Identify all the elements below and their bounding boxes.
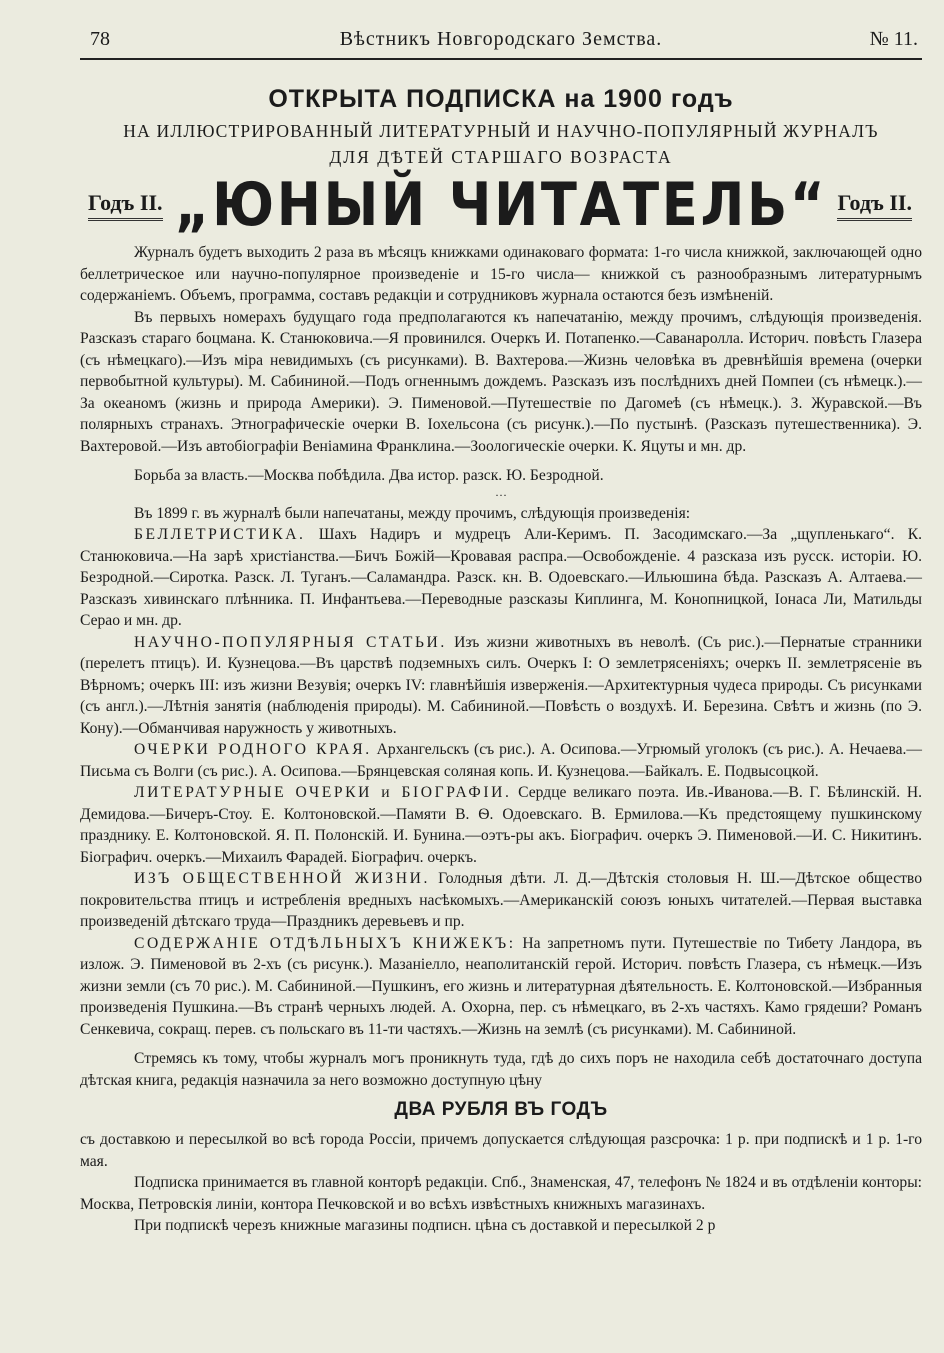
year-label-left: Годъ II. [88,190,163,221]
journal-title: Вѣстникъ Новгородскаго Земства. [339,28,663,50]
section-text: Голодныя дѣти. Л. Д.—Дѣтскія столовыя Н. Ш.—Дѣтское общество покровительства птицъ и истребленія вредныхъ насѣкомыхъ.—Американскій союзъ юныхъ читателей.—Первая выставка произведеній дѣтскаго труда—Праздникъ деревьевъ и пр. [80,870,922,930]
paragraph-1899: Въ 1899 г. въ журналѣ были напечатаны, между прочимъ, слѣдующія произведенія: [134,504,691,522]
section-heading: ОЧЕРКИ РОДНОГО КРАЯ. [134,741,372,758]
section-heading: БЕЛЛЕТРИСТИКА. [134,526,306,543]
section-fiction [80,524,922,632]
section-text: На запретномъ пути. Путешествіе по Тибету Ландора, въ излож. Э. Пименовой въ 2-хъ (съ рисунк.). Мазаніелло, неаполитанскій герой. Историч. повѣсть Глазера, съ нѣмецк.—Изъ жизни земли (съ 70 рис.). М. Сабининой.—Пушкинъ, его жизнь и литературная дѣятельность. Е. Колтоновской.—Избранныя произведенія Пушкина.—Въ странѣ черныхъ людей. А. Охорна, пер. съ нѣмецкаго, въ 2-хъ частяхъ. Камо грядеши? Романъ Сенкевича, сокращ. перев. съ польскаго въ 11-ти частяхъ.—Жизнь на землѣ (съ рисунками). М. Сабининой. [80,934,922,1038]
ad-audience: ДЛЯ ДѢТЕЙ СТАРШАГО ВОЗРАСТА [329,147,673,167]
section-science [80,632,922,740]
journal-name: „ЮНЫЙ ЧИТАТЕЛЬ“ [174,170,828,240]
ad-headline: ОТКРЫТА ПОДПИСКА на 1900 годъ [268,85,734,113]
title-row [80,172,922,242]
paragraph-bookstores: При подпискѣ черезъ книжные магазины подписн. цѣна съ доставкой и пересылкой 2 р [134,1217,716,1234]
paragraph-subscription-office: Подписка принимается въ главной конторѣ редакціи. Спб., Знаменская, 47, телефонъ № 1824 и въ отдѣленіи конторы: Москва, Петровскія линіи, контора Печковской и во всѣхъ извѣстныхъ книжныхъ магазинахъ. [80,1174,922,1213]
running-header [80,22,922,56]
ad-body [80,242,922,1237]
paragraph-price-intro: Стремясь къ тому, чтобы журналъ могъ проникнуть туда, гдѣ до сихъ поръ не находила себѣ достаточнаго доступа дѣтская книга, редакція назначила за него возможно доступную цѣну [80,1050,922,1089]
section-native-land [80,739,922,782]
price-heading: ДВА РУБЛЯ ВЪ ГОДЪ [394,1099,608,1120]
section-public-life [80,868,922,933]
section-heading: ЛИТЕРАТУРНЫЕ ОЧЕРКИ и БІОГРАФІИ. [134,784,512,801]
section-text: Изъ жизни животныхъ въ неволѣ. (Съ рис.).—Пернатые странники (перелетъ птицъ). И. Кузнецова.—Въ царствѣ подземныхъ силъ. Очеркъ I: О землетрясеніяхъ; очеркъ II. землетрясеніе въ Вѣрномъ; очеркъ III: изъ жизни Везувія; очеркъ IV: главнѣйшія изверженія.—Архитектурныя чудеса природы. Съ рисунками (съ англ.).—Лѣтнія занятія (наблюденія природы). М. Сабининой.—Повѣсть о воздухѣ. И. Березина. Свѣтъ и жизнь (по Э. Кону).—Обманчивая наружность у животныхъ. [80,633,922,737]
paragraph-intro: Журналъ будетъ выходить 2 раза въ мѣсяцъ книжками одинаковаго формата: 1-го числа книжкой, заключающей одно беллетрическое или научно-популярное произведеніе и 15-го числа— книжкой съ разнообразнымъ литературнымъ содержаніемъ. Объемъ, программа, составъ редакціи и сотрудниковъ журнала остаются безъ измѣненій. [80,244,922,304]
issue-number: № 11. [869,28,918,50]
section-separate-books [80,933,922,1041]
paragraph-planned: Въ первыхъ номерахъ будущаго года предполагаются къ напечатанію, между прочимъ, слѣдующія произведенія. Разсказъ стараго боцмана. К. Станюковича.—Я провинился. Очеркъ И. Потапенко.—Саванаролла. Историч. повѣсть Глазера (съ нѣмецкаго).—Изъ міра невидимыхъ (съ рисунками). В. Вахтерова.—Жизнь человѣка въ древнѣйшія времена (очерки первобытной культуры). М. Сабининой.—Подъ огненнымъ дождемъ. Разсказъ изъ послѣднихъ дней Помпеи (съ нѣмецк.).—За океаномъ (жизнь и природа Америки). Э. Пименовой.—Путешествіе по Дагомеѣ (съ нѣмецк.). З. Журавской.—Въ полярныхъ странахъ. Этнографическіе очерки В. Іохельсона (съ рисунк.).—По пустынѣ. (Разсказъ путешественника). Э. Вахтеровой.—Изъ автобіографіи Веніамина Франклина.—Зоологическіе очерки. К. Яцуты и мн. др. [80,308,922,455]
section-heading: НАУЧНО-ПОПУЛЯРНЫЯ СТАТЬИ. [134,633,447,651]
paragraph-planned-extra: Борьба за власть.—Москва побѣдила. Два истор. разск. Ю. Безродной. [134,467,604,484]
section-text: Сердце великаго поэта. Ив.-Иванова.—В. Г. Бѣлинскій. Н. Демидова.—Бичеръ-Стоу. Е. Колтоновской.—Памяти В. Ѳ. Одоевскаго. В. Ермилова.—Къ предстоящему пушкинскому празднику. Е. Колтоновской. Я. П. Полонскій. И. Бунина.—оэтъ-ры акъ. Біографич. очеркъ Э. Пименовой.—И. С. Никитинъ. Біографич. очеркъ.—Михаилъ Фарадей. Біографич. очеркъ. [80,784,922,866]
section-heading: ИЗЪ ОБЩЕСТВЕННОЙ ЖИЗНИ. [134,870,430,887]
year-label-right: Годъ II. [837,190,912,221]
ad-subheadline: НА ИЛЛЮСТРИРОВАННЫЙ ЛИТЕРАТУРНЫЙ И НАУЧНО-ПОПУЛЯРНЫЙ ЖУРНАЛЪ [123,121,879,141]
section-text: Архангельскъ (съ рис.). А. Осипова.—Угрюмый уголокъ (съ рис.). А. Нечаева.—Письма съ Волги (съ рис.). А. Осипова.—Брянцевская соляная копь. И. Кузнецова.—Байкалъ. Е. Подвысоцкой. [80,741,923,780]
advertisement [80,82,922,1237]
page-number: 78 [90,28,110,50]
section-heading: СОДЕРЖАНІЕ ОТДѢЛЬНЫХЪ КНИЖЕКЪ: [134,934,516,952]
header-rule [80,58,922,60]
section-text: Шахъ Надиръ и мудрецъ Али-Керимъ. П. Засодимскаго.—За „щупленькаго“. К. Станюковича.—На зарѣ христіанства.—Бичъ Божій—Кровавая распра.—Освобожденіе. 4 разсказа изъ русск. исторіи. Ю. Безродной.—Сиротка. Разск. Л. Туганъ.—Саламандра. Разск. кн. В. Одоевскаго.—Ильюшина бѣда. Разсказъ А. Алтаева.—Разсказъ хивинскаго плѣнника. П. Инфантьева.—Переводные разсказы Киплинга, М. Конопницкой, Іонаса Ли, Матильды Серао и мн. др. [80,526,922,629]
paragraph-delivery: съ доставкою и пересылкой во всѣ города Россіи, причемъ допускается слѣдующая разсрочка: 1 р. при подпискѣ и 1 р. 1-го мая. [80,1131,922,1170]
separator: ··· [495,487,507,502]
section-literary [80,782,922,868]
